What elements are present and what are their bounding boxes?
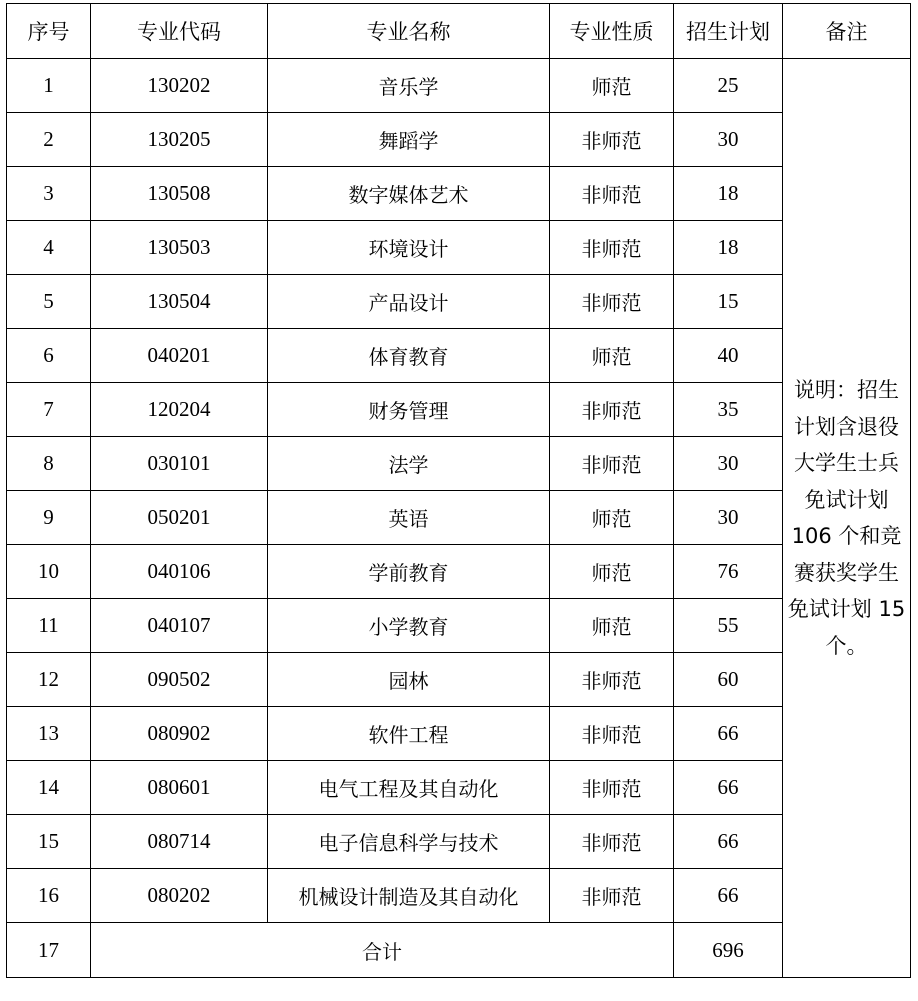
remarks-note-cell xyxy=(783,59,911,978)
plan-count-cell: 66 xyxy=(674,707,783,761)
remarks-note-line: 106 个和竞 xyxy=(791,524,902,548)
plan-count-cell: 30 xyxy=(674,491,783,545)
major-name-cell: 电气工程及其自动化 xyxy=(268,761,550,815)
plan-count-cell: 76 xyxy=(674,545,783,599)
table-row xyxy=(7,815,911,869)
major-type-cell: 非师范 xyxy=(550,113,674,167)
remarks-note-line: 计划含退役 xyxy=(794,414,899,439)
major-type-cell: 师范 xyxy=(550,545,674,599)
table-row xyxy=(7,653,911,707)
table-row xyxy=(7,113,911,167)
header-cell: 专业性质 xyxy=(550,4,674,59)
table-row xyxy=(7,383,911,437)
plan-count-cell: 18 xyxy=(674,221,783,275)
major-type-cell: 非师范 xyxy=(550,275,674,329)
row-number-cell: 4 xyxy=(7,221,91,275)
table-row xyxy=(7,491,911,545)
remarks-note-line: 说明：招生 xyxy=(794,378,899,402)
row-number-cell: 17 xyxy=(7,923,91,978)
table-row xyxy=(7,275,911,329)
major-name-cell: 小学教育 xyxy=(268,599,550,653)
header-cell: 专业名称 xyxy=(268,4,550,59)
major-code-cell: 040201 xyxy=(91,329,268,383)
major-type-cell: 非师范 xyxy=(550,167,674,221)
major-name-cell: 机械设计制造及其自动化 xyxy=(268,869,550,923)
plan-count-cell: 35 xyxy=(674,383,783,437)
major-type-cell: 师范 xyxy=(550,329,674,383)
row-number-cell: 9 xyxy=(7,491,91,545)
major-name-cell: 产品设计 xyxy=(268,275,550,329)
remarks-note-line: 个。 xyxy=(825,633,868,658)
table-row xyxy=(7,869,911,923)
table-row xyxy=(7,167,911,221)
plan-count-cell: 30 xyxy=(674,113,783,167)
major-type-cell: 非师范 xyxy=(550,815,674,869)
total-plan-cell: 696 xyxy=(674,923,783,978)
major-type-cell: 非师范 xyxy=(550,869,674,923)
plan-count-cell: 55 xyxy=(674,599,783,653)
header-cell: 招生计划 xyxy=(674,4,783,59)
total-label-cell: 合计 xyxy=(91,923,674,978)
major-name-cell: 财务管理 xyxy=(268,383,550,437)
major-type-cell: 非师范 xyxy=(550,383,674,437)
row-number-cell: 11 xyxy=(7,599,91,653)
major-code-cell: 130202 xyxy=(91,59,268,113)
remarks-note-line: 赛获奖学生 xyxy=(794,560,899,585)
major-code-cell: 130205 xyxy=(91,113,268,167)
plan-count-cell: 40 xyxy=(674,329,783,383)
major-name-cell: 舞蹈学 xyxy=(268,113,550,167)
plan-count-cell: 30 xyxy=(674,437,783,491)
major-code-cell: 080902 xyxy=(91,707,268,761)
major-type-cell: 非师范 xyxy=(550,761,674,815)
row-number-cell: 13 xyxy=(7,707,91,761)
row-number-cell: 1 xyxy=(7,59,91,113)
total-row xyxy=(7,923,911,978)
major-code-cell: 090502 xyxy=(91,653,268,707)
row-number-cell: 10 xyxy=(7,545,91,599)
major-code-cell: 130503 xyxy=(91,221,268,275)
major-code-cell: 080601 xyxy=(91,761,268,815)
major-type-cell: 师范 xyxy=(550,59,674,113)
row-number-cell: 5 xyxy=(7,275,91,329)
major-name-cell: 园林 xyxy=(268,653,550,707)
remarks-note-line: 免试计划 15 xyxy=(787,597,906,621)
row-number-cell: 3 xyxy=(7,167,91,221)
plan-count-cell: 66 xyxy=(674,761,783,815)
major-code-cell: 120204 xyxy=(91,383,268,437)
major-code-cell: 040106 xyxy=(91,545,268,599)
major-name-cell: 电子信息科学与技术 xyxy=(268,815,550,869)
major-type-cell: 师范 xyxy=(550,599,674,653)
major-name-cell: 体育教育 xyxy=(268,329,550,383)
major-type-cell: 非师范 xyxy=(550,653,674,707)
row-number-cell: 16 xyxy=(7,869,91,923)
major-name-cell: 环境设计 xyxy=(268,221,550,275)
header-row xyxy=(7,4,911,59)
row-number-cell: 15 xyxy=(7,815,91,869)
major-name-cell: 学前教育 xyxy=(268,545,550,599)
major-name-cell: 英语 xyxy=(268,491,550,545)
table-row xyxy=(7,221,911,275)
plan-count-cell: 25 xyxy=(674,59,783,113)
row-number-cell: 6 xyxy=(7,329,91,383)
major-type-cell: 师范 xyxy=(550,491,674,545)
row-number-cell: 8 xyxy=(7,437,91,491)
major-type-cell: 非师范 xyxy=(550,707,674,761)
table-row xyxy=(7,59,911,113)
plan-count-cell: 18 xyxy=(674,167,783,221)
major-code-cell: 130504 xyxy=(91,275,268,329)
table-row xyxy=(7,437,911,491)
plan-count-cell: 60 xyxy=(674,653,783,707)
major-name-cell: 软件工程 xyxy=(268,707,550,761)
table-row xyxy=(7,599,911,653)
header-cell: 备注 xyxy=(783,4,911,59)
table-row xyxy=(7,761,911,815)
major-type-cell: 非师范 xyxy=(550,437,674,491)
plan-count-cell: 15 xyxy=(674,275,783,329)
enrollment-plan-table xyxy=(6,3,911,978)
row-number-cell: 12 xyxy=(7,653,91,707)
major-code-cell: 130508 xyxy=(91,167,268,221)
plan-count-cell: 66 xyxy=(674,869,783,923)
remarks-note-line: 大学生士兵 xyxy=(794,451,899,475)
row-number-cell: 2 xyxy=(7,113,91,167)
major-code-cell: 030101 xyxy=(91,437,268,491)
header-cell: 专业代码 xyxy=(91,4,268,59)
major-type-cell: 非师范 xyxy=(550,221,674,275)
row-number-cell: 14 xyxy=(7,761,91,815)
major-name-cell: 数字媒体艺术 xyxy=(268,167,550,221)
remarks-note-line: 免试计划 xyxy=(804,487,889,512)
major-name-cell: 法学 xyxy=(268,437,550,491)
major-name-cell: 音乐学 xyxy=(268,59,550,113)
table-row xyxy=(7,545,911,599)
row-number-cell: 7 xyxy=(7,383,91,437)
major-code-cell: 050201 xyxy=(91,491,268,545)
plan-count-cell: 66 xyxy=(674,815,783,869)
table-row xyxy=(7,329,911,383)
major-code-cell: 040107 xyxy=(91,599,268,653)
major-code-cell: 080202 xyxy=(91,869,268,923)
major-code-cell: 080714 xyxy=(91,815,268,869)
table-row xyxy=(7,707,911,761)
header-cell: 序号 xyxy=(7,4,91,59)
